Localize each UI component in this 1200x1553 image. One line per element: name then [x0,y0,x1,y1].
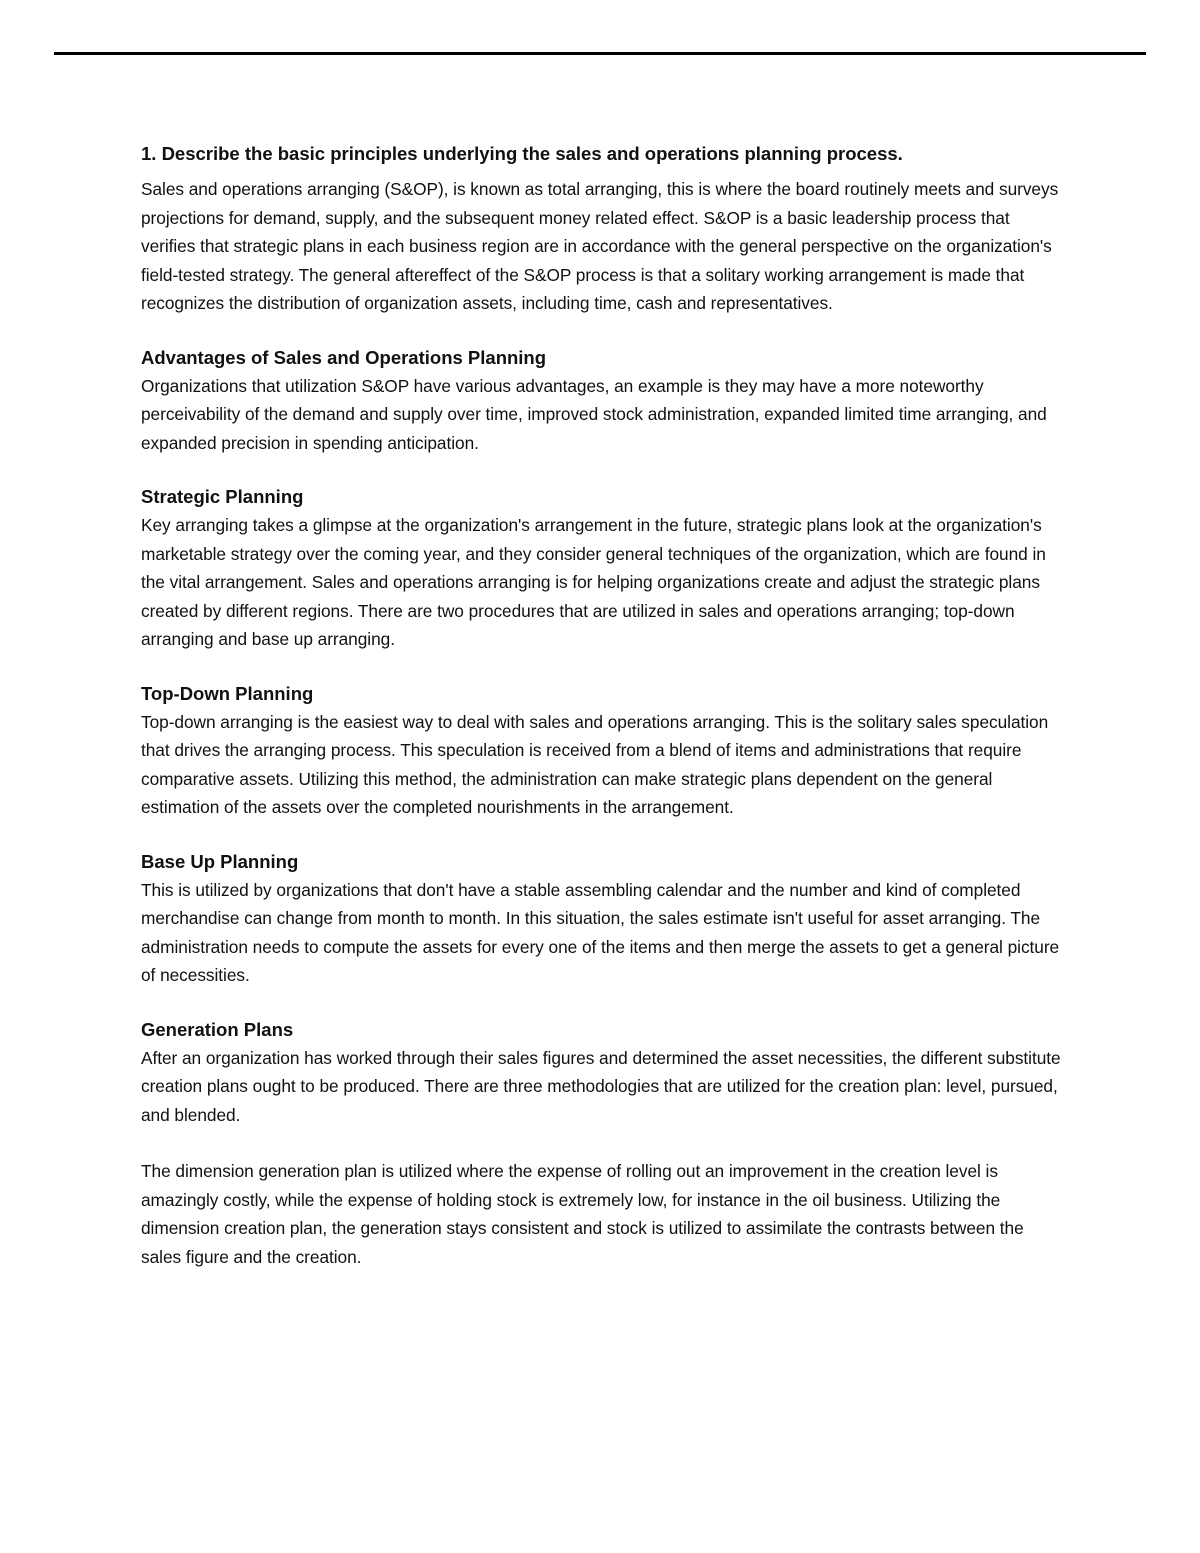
section-strategic-planning [141,483,1061,654]
document-body [141,140,1061,1271]
section-heading: Generation Plans [141,1018,294,1040]
section-heading: Base Up Planning [141,850,299,872]
section-body: Top-down arranging is the easiest way to deal with sales and operations arranging. This is the solitary sales speculation that drives the arranging process. This speculation is received from a blend of items and administrations that require comparative assets. Utilizing this method, the administration can make strategic plans dependent on the general estimation of the assets over the completed nourishments in the arrangement. [141,711,1049,817]
section-body: Organizations that utilization S&OP have various advantages, an example is they may have a more noteworthy perceivability of the demand and supply over time, improved stock administration, expanded limited time arranging, and expanded precision in spending anticipation. [141,375,1047,453]
intro-paragraph: Sales and operations arranging (S&OP), is known as total arranging, this is where the board routinely meets and surveys projections for demand, supply, and the subsequent money related effect. S&OP is a basic leadership process that verifies that strategic plans in each business region are in accordance with the general perspective on the organization's field-tested strategy. The general aftereffect of the S&OP process is that a solitary working arrangement is made that recognizes the distribution of organization assets, including time, cash and representatives. [141,179,1059,313]
section-advantages [141,344,1061,458]
section-base-up-planning [141,848,1061,990]
closing-paragraph: The dimension generation plan is utilized where the expense of rolling out an improvement in the creation level is amazingly costly, while the expense of holding stock is extremely low, for instance in the oil business. Utilizing the dimension creation plan, the generation stays consistent and stock is utilized to assimilate the contrasts between the sales figure and the creation. [141,1161,1024,1267]
question-heading: 1. Describe the basic principles underlying the sales and operations planning process. [141,143,903,164]
section-heading: Top-Down Planning [141,682,314,704]
section-body: After an organization has worked through their sales figures and determined the asset necessities, the different substitute creation plans ought to be produced. There are three methodologies that are utilized for the creation plan: level, pursued, and blended. [141,1047,1061,1125]
section-generation-plans [141,1016,1061,1130]
section-top-down-planning [141,680,1061,822]
section-heading: Advantages of Sales and Operations Planning [141,346,547,368]
top-horizontal-rule [54,52,1146,55]
section-heading: Strategic Planning [141,486,304,507]
section-body: Key arranging takes a glimpse at the organization's arrangement in the future, strategic plans look at the organization's marketable strategy over the coming year, and they consider general techniques of the organization, which are found in the vital arrangement. Sales and operations arranging is for helping organizations create and adjust the strategic plans created by different regions. There are two procedures that are utilized in sales and operations arranging; top-down arranging and base up arranging. [141,515,1046,649]
section-body: This is utilized by organizations that don't have a stable assembling calendar and the number and kind of completed merchandise can change from month to month. In this situation, the sales estimate isn't useful for asset arranging. The administration needs to compute the assets for every one of the items and then merge the assets to get a general picture of necessities. [141,879,1060,985]
